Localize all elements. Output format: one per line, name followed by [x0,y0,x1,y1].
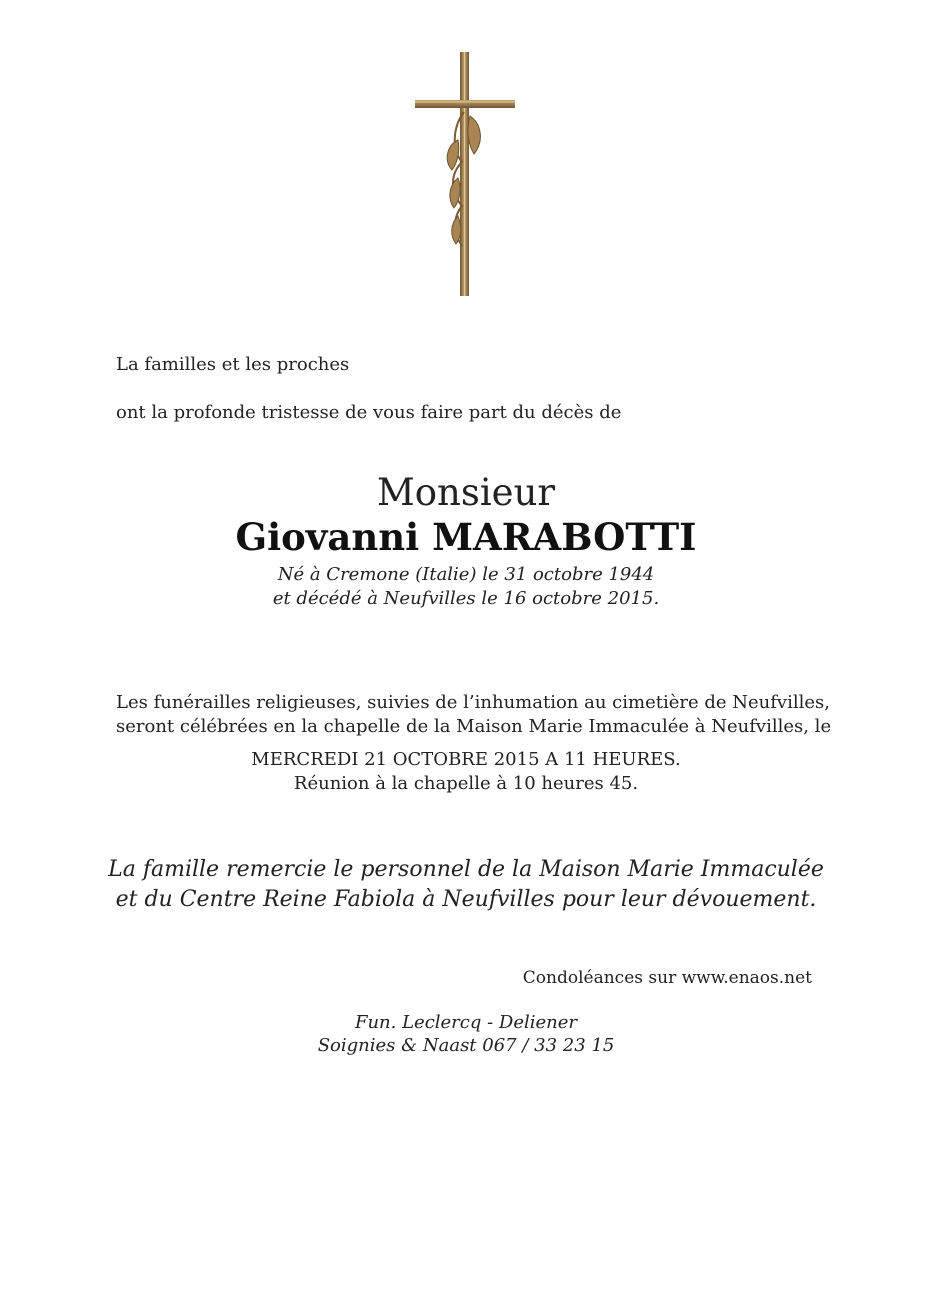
funeral-line-1: Les funérailles religieuses, suivies de l’inhumation au cimetière de Neufvilles, [116,692,830,713]
thanks-line-1: La famille remercie le personnel de la Maison Marie Immaculée [108,857,824,882]
funeral-date: MERCREDI 21 OCTOBRE 2015 A 11 HEURES. [251,749,681,770]
death-info: et décédé à Neufvilles le 16 octobre 2015. [272,588,660,609]
thanks-line-2: et du Centre Reine Fabiola à Neufvilles pour leur dévouement. [115,887,817,912]
deceased-title: Monsieur [376,471,556,514]
intro-line-2: ont la profonde tristesse de vous faire part du décès de [116,402,622,423]
funeral-home-contact: Soignies & Naast 067 / 33 23 15 [317,1035,615,1056]
meeting-info: Réunion à la chapelle à 10 heures 45. [293,773,639,794]
cross-icon [412,50,518,300]
funeral-home-name: Fun. Leclercq - Deliener [354,1012,578,1033]
funeral-line-2: seront célébrées en la chapelle de la Maison Marie Immaculée à Neufvilles, le [116,716,832,737]
intro-line-1: La familles et les proches [116,354,350,375]
condolences-link[interactable]: Condoléances sur www.enaos.net [522,968,812,988]
birth-info: Né à Cremone (Italie) le 31 octobre 1944 [277,564,655,585]
deceased-name: Giovanni MARABOTTI [235,515,697,559]
